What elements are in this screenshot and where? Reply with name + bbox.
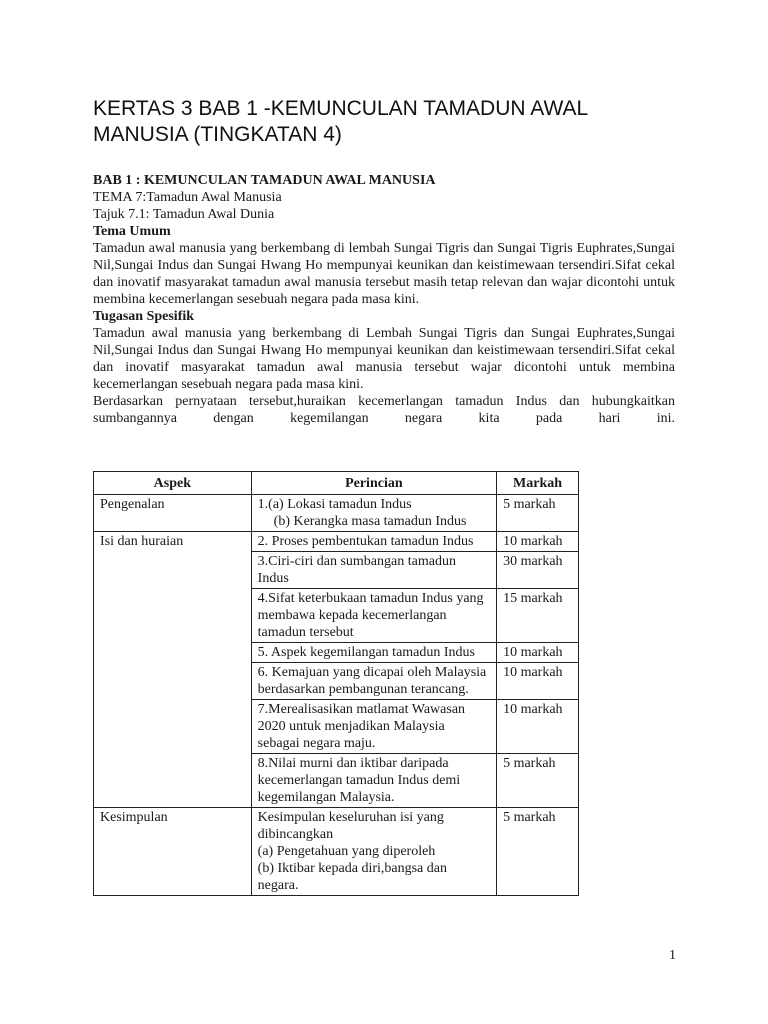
markah-cell: 15 markah [497, 589, 579, 643]
header-aspek: Aspek [94, 472, 252, 495]
perincian-cell: 4.Sifat keterbukaan tamadun Indus yang membawa kepada kecemerlangan tamadun tersebut [251, 589, 496, 643]
perincian-line: (a) Pengetahuan yang diperoleh [257, 844, 436, 859]
tugasan-spesifik-text: Tamadun awal manusia yang berkembang di Lembah Sungai Tigris dan Sungai Euphrates,Sungai Nil,Sungai Indus dan Sungai Hwang Ho mempunyai keunikan dan keistimewaan tersendiri.Sifat cekal dan inovatif masyarakat tamadun awal manusia tersebut wajar dicontohi untuk membina kecemerlangan sesebuah negara pada masa kini. [93, 326, 675, 392]
tema-line: TEMA 7:Tamadun Awal Manusia [93, 190, 282, 205]
aspek-cell: Isi dan huraian [94, 532, 252, 808]
table-row [94, 532, 579, 552]
header-markah: Markah [497, 472, 579, 495]
document-body [93, 172, 675, 427]
table-row [94, 808, 579, 896]
tema-umum-label: Tema Umum [93, 224, 171, 239]
instruction-line-2: sumbangannya dengan kegemilangan negara kita pada hari ini. [93, 411, 675, 426]
perincian-cell: 5. Aspek kegemilangan tamadun Indus [251, 643, 496, 663]
markah-cell: 10 markah [497, 643, 579, 663]
markah-cell: 30 markah [497, 552, 579, 589]
section-heading: BAB 1 : KEMUNCULAN TAMADUN AWAL MANUSIA [93, 173, 436, 188]
perincian-cell [251, 495, 496, 532]
title-line-1: KERTAS 3 BAB 1 -KEMUNCULAN TAMADUN AWAL [93, 97, 589, 120]
tugasan-spesifik-label: Tugasan Spesifik [93, 309, 195, 324]
marking-table [93, 471, 579, 896]
perincian-cell: 6. Kemajuan yang dicapai oleh Malaysia berdasarkan pembangunan terancang. [251, 663, 496, 700]
page-title [93, 96, 693, 148]
table-row [94, 495, 579, 532]
aspek-cell: Kesimpulan [94, 808, 252, 896]
perincian-line: (b) Kerangka masa tamadun Indus [273, 514, 467, 529]
markah-cell: 10 markah [497, 663, 579, 700]
markah-cell: 5 markah [497, 754, 579, 808]
perincian-cell: 2. Proses pembentukan tamadun Indus [251, 532, 496, 552]
perincian-cell [251, 808, 496, 896]
instruction-line-1: Berdasarkan pernyataan tersebut,huraikan kecemerlangan tamadun Indus dan hubungkaitkan [93, 394, 675, 409]
table-header-row [94, 472, 579, 495]
perincian-cell: 7.Merealisasikan matlamat Wawasan 2020 untuk menjadikan Malaysia sebagai negara maju. [251, 700, 496, 754]
perincian-cell: 8.Nilai murni dan iktibar daripada kecemerlangan tamadun Indus demi kegemilangan Malaysia. [251, 754, 496, 808]
tema-umum-text: Tamadun awal manusia yang berkembang di lembah Sungai Tigris dan Sungai Tigris Euphrates,Sungai Nil,Sungai Indus dan Sungai Hwang Ho mempunyai keunikan dan keistimewaan tersendiri.Sifat cekal dan inovatif masyarakat tamadun awal manusia tersebut masih tetap relevan dan wajar dicontohi untuk membina kecemerlangan sesebuah negara pada masa kini. [93, 241, 675, 307]
perincian-line: 1.(a) Lokasi tamadun Indus [257, 497, 412, 512]
perincian-cell: 3.Ciri-ciri dan sumbangan tamadun Indus [251, 552, 496, 589]
markah-cell: 5 markah [497, 495, 579, 532]
tajuk-line: Tajuk 7.1: Tamadun Awal Dunia [93, 207, 275, 222]
perincian-line: Kesimpulan keseluruhan isi yang dibincangkan [257, 810, 444, 842]
markah-cell: 10 markah [497, 700, 579, 754]
perincian-line: (b) Iktibar kepada diri,bangsa dan negara. [257, 861, 447, 893]
title-line-2: MANUSIA (TINGKATAN 4) [93, 123, 342, 146]
page-number: 1 [669, 948, 676, 963]
markah-cell: 10 markah [497, 532, 579, 552]
header-perincian: Perincian [251, 472, 496, 495]
aspek-cell: Pengenalan [94, 495, 252, 532]
markah-cell: 5 markah [497, 808, 579, 896]
